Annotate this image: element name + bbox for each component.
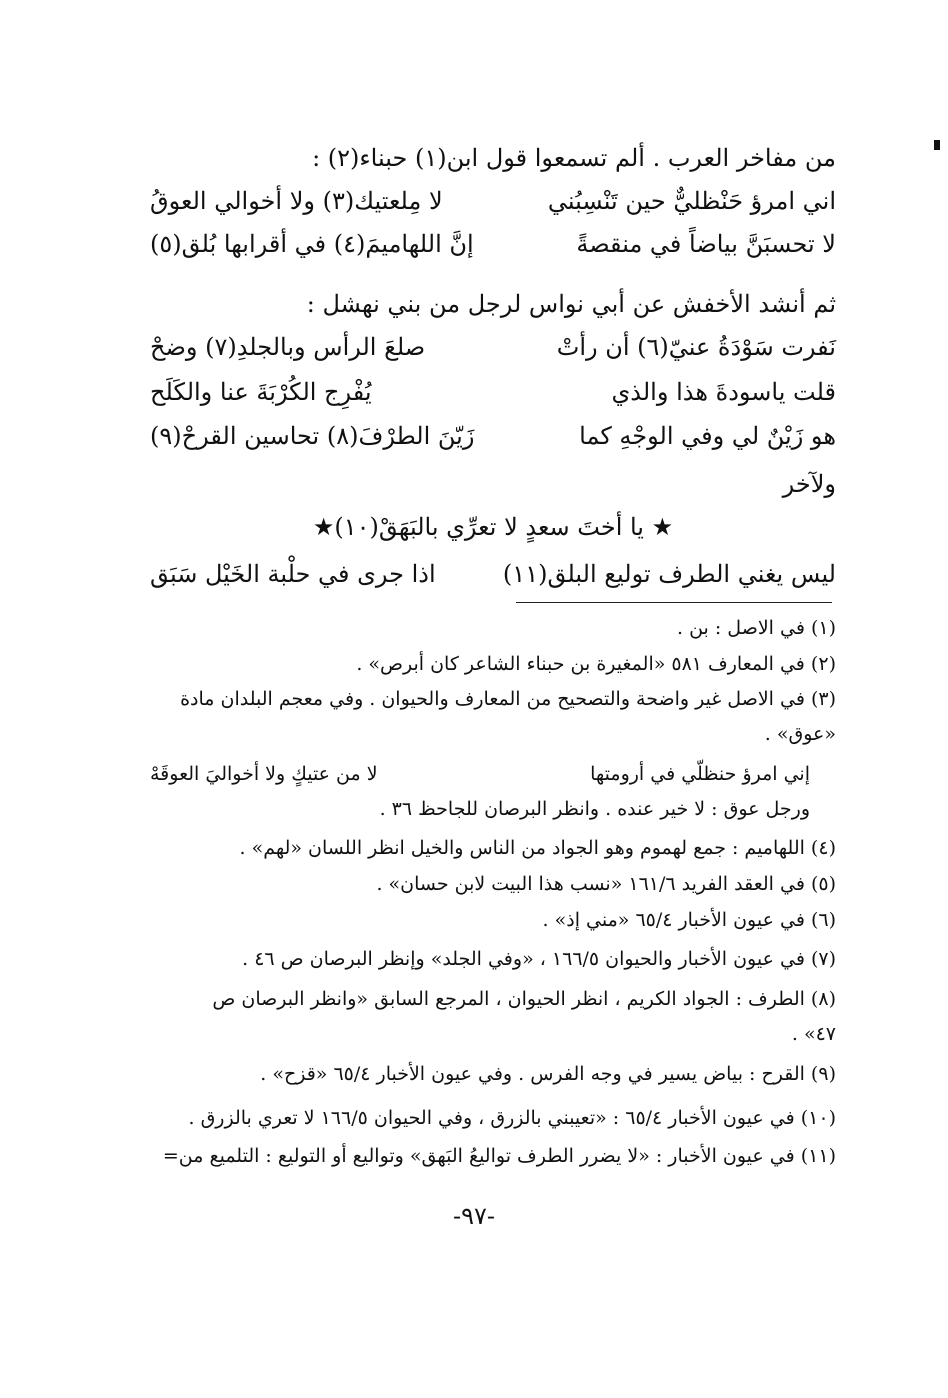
verse-line-starred: ★ يا أختَ سعدٍ لا تعرِّي بالبَهَقْ(١٠)★	[312, 513, 674, 541]
verse-hemistich-left: يُفْرِج الكُرْبَةَ عنا والكَلَح	[150, 378, 372, 406]
body-line-intro: ثم أنشد الأخفش عن أبي نواس لرجل من بني نهشل :	[306, 290, 836, 318]
verse-line-5	[150, 420, 836, 452]
footnote-3-note: ورجل عوق : لا خير عنده . وانظر البرصان للجاحظ ٣٦ .	[379, 798, 810, 820]
footnote-4: (٤) اللهاميم : جمع لهموم وهو الجواد من الناس والخيل انظر اللسان «لهم» .	[239, 837, 836, 859]
verse-line-6	[150, 558, 836, 590]
verse-hemistich-left: إنَّ اللهاميمَ(٤) في أقرابها بُلق(٥)	[150, 230, 474, 258]
footnote-separator	[516, 602, 832, 603]
verse-hemistich-right: ليس يغني الطرف توليع البلق(١١)	[502, 560, 836, 588]
verse-hemistich-right: لا تحسبَنَّ بياضاً في منقصةً	[576, 230, 836, 258]
verse-hemistich-right: قلت ياسودةَ هذا والذي	[611, 378, 836, 406]
footnote-3: (٣) في الاصل غير واضحة والتصحيح من المعارف والحيوان . وفي معجم البلدان مادة	[180, 688, 836, 710]
footnote-6: (٦) في عيون الأخبار ٦٥/٤ «مني إذ» .	[542, 909, 836, 931]
verse-hemistich-left: زَيّنَ الطرْفَ(٨) تحاسين القرحْ(٩)	[150, 422, 475, 450]
body-line-other: ولآخر	[782, 470, 836, 498]
footnote-11: (١١) في عيون الأخبار : «لا يضرر الطرف تواليعُ البَهق» وتواليع أو التوليع : التلميع من=	[162, 1145, 836, 1167]
verse-line-2	[150, 228, 836, 260]
footnote-verse-right: إني امرؤ حنظلّي في أرومتها	[590, 763, 810, 785]
verse-line-1	[150, 185, 836, 217]
verse-line-3	[150, 331, 836, 363]
verse-line-4	[150, 376, 836, 408]
margin-mark	[934, 140, 940, 150]
footnote-9: (٩) القرح : بياض يسير في وجه الفرس . وفي عيون الأخبار ٦٥/٤ «قزح» .	[260, 1063, 836, 1085]
verse-hemistich-right: نَفرت سَوْدَةُ عنيّ(٦) أن رأتْ	[556, 333, 836, 361]
verse-hemistich-left: اذا جرى في حلْبة الخَيْل سَبَق	[150, 560, 436, 588]
footnote-verse-left: لا من عتيكٍ ولا أخواليَ العوقَهْ	[150, 763, 378, 785]
footnote-5: (٥) في العقد الفريد ١٦١/٦ «نسب هذا البيت لابن حسان» .	[376, 873, 836, 895]
footnote-10: (١٠) في عيون الأخبار ٦٥/٤ : «تعيبني بالزرق ، وفي الحيوان ١٦٦/٥ لا تعري بالزرق .	[188, 1107, 836, 1129]
footnote-3-verse	[150, 760, 810, 788]
footnote-1: (١) في الاصل : بن .	[677, 617, 836, 639]
verse-hemistich-left: صلعَ الرأس وبالجلدِ(٧) وضحْ	[150, 333, 426, 361]
verse-hemistich-left: لا مِلعتيك(٣) ولا أخوالي العوقُ	[150, 187, 443, 215]
verse-hemistich-right: اني امرؤ حَنْظليٌّ حين تَنْسِبُني	[547, 187, 836, 215]
body-line-1: من مفاخر العرب . ألم تسمعوا قول ابن(١) حبناء(٢) :	[312, 144, 836, 172]
footnote-3-cont: «عوق» .	[764, 723, 836, 745]
page-number: -٩٧-	[453, 1202, 495, 1230]
verse-hemistich-right: هو زَيْنٌ لي وفي الوجْهِ كما	[579, 422, 836, 450]
footnote-7: (٧) في عيون الأخبار والحيوان ١٦٦/٥ ، «وفي الجلد» وإنظر البرصان ص ٤٦ .	[242, 948, 836, 970]
footnote-2: (٢) في المعارف ٥٨١ «المغيرة بن حبناء الشاعر كان أبرص» .	[356, 653, 836, 675]
footnote-8-cont: ٤٧» .	[791, 1023, 836, 1045]
footnote-8: (٨) الطرف : الجواد الكريم ، انظر الحيوان ، المرجع السابق «وانظر البرصان ص	[212, 988, 836, 1010]
